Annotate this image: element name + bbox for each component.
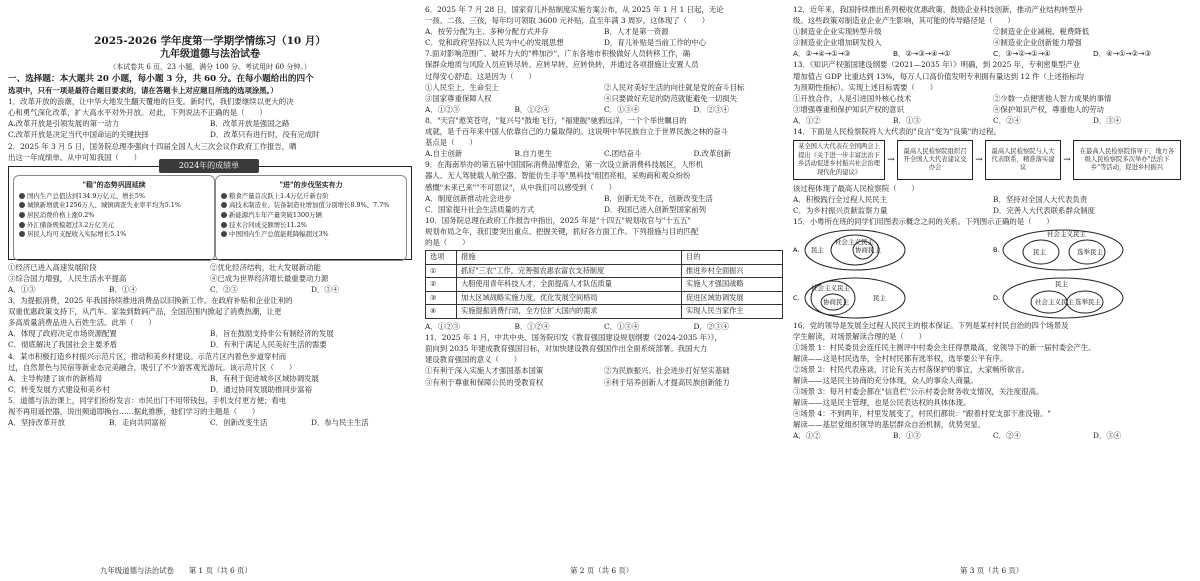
stat-line: 中国国内生产总值能耗降幅超过3% xyxy=(221,230,401,240)
section-heading: 一、选择题：本大题共 20 小题，每小题 3 分，共 60 分。在每小题给出的四个 xyxy=(8,74,314,85)
q16-line: 解读——这是村民选举，全村村民都有选举权，选举要公平有序。 xyxy=(793,353,1008,363)
option: D．②③④ xyxy=(693,322,729,332)
page-1-column xyxy=(8,4,412,428)
progress-panel xyxy=(215,175,407,261)
q13-text: 增加值占 GDP 比重达到 13%，每万人口高价值发明专利拥有量达到 12 件（上述指标均 xyxy=(793,71,1084,81)
page-footer: 第 3 页（共 6 页） xyxy=(960,566,1024,575)
option: C．③→②→①→④ xyxy=(993,49,1051,59)
option: B．②→③→④→① xyxy=(893,49,951,59)
table-header: 目的 xyxy=(682,251,783,265)
arrow-right-icon: → xyxy=(887,154,895,165)
q2-options xyxy=(8,284,412,295)
item: ①经济已进入高速发展阶段 xyxy=(8,262,97,272)
flow-step: 最高人民检察院组织召开全国人大代表建议交办会 xyxy=(897,140,973,180)
option: B．①③ xyxy=(893,115,921,125)
bullet-icon xyxy=(221,193,227,199)
option: C．②③ xyxy=(210,284,238,294)
option: A．积极践行全过程人民民主 xyxy=(793,195,888,205)
q2-text: 2．2025 年 3 月 5 日，国务院总理李强向十四届全国人大三次会议作政府工作报告，晒 xyxy=(8,141,297,151)
q3-text: 3．为提振消费，2025 年我国持续推进消费品以旧换新工作。在政府补贴和企业让利的 xyxy=(8,296,293,306)
table-cell: ③ xyxy=(426,291,457,305)
exam-title: 2025-2026 学年度第一学期学情练习（10 月） xyxy=(94,35,326,47)
option: B.自力更生 xyxy=(514,149,552,159)
venn-label: 民主 xyxy=(811,245,824,254)
stat-line: 高技术制造业、装备制造业增加值分别增长8.9%、7.7% xyxy=(221,201,401,211)
stat-line: 外汇储备规模超过3.2万亿美元 xyxy=(19,221,209,231)
q13-text: 13．《知识产权强国建设纲要（2021—2035 年）》明确，到 2025 年，专利密集型产业 xyxy=(793,60,1081,70)
q11-items xyxy=(425,365,783,387)
q13-text: 为预期性指标）。实现上述目标需要（ ） xyxy=(793,82,938,92)
q6-options xyxy=(425,26,783,48)
venn-diagram-set xyxy=(793,228,1193,320)
page-footer: 九年级道德与法治试卷 第 1 页（共 6 页） xyxy=(100,566,252,575)
option: D．育儿补贴是当前工作的中心 xyxy=(604,38,707,48)
exam-subtitle: 九年级道德与法治试卷 xyxy=(160,49,260,60)
q8-text: 8．"天宫"遨笑苍穹，"复兴号"鼓地飞行，"福建舰"驰鸦远洋，一个个举世瞩目的 xyxy=(425,115,687,125)
table-cell: 抓好"三农"工作，完善强农惠农富农支持制度 xyxy=(457,264,682,278)
option: B．①④ xyxy=(109,284,137,294)
option: A.改革开放是引领发展的第一动力 xyxy=(8,119,120,129)
option: B．走向共同富裕 xyxy=(109,418,167,428)
flow-step: 在最高人民检察院指导下，地方各级人民检察院多次举办"法治下乡"等活动，促进乡村振兴 xyxy=(1073,140,1181,180)
stable-heading: "稳"的态势巩固延续 xyxy=(82,179,146,189)
option: A．①②③ xyxy=(425,322,460,332)
item: ②优化经济结构，壮大发展新动能 xyxy=(210,262,321,272)
achievement-title: 2024年的成绩单 xyxy=(159,159,259,173)
q7-text: 保群众地质与风险人员应转尽转、应转早转、应转快转，并通过各项措施让安置人员 xyxy=(425,60,699,70)
q10-text: 10．国务院总理在政府工作报告中指出，2025 年是"十四五"规划收官与"十五五" xyxy=(425,215,691,225)
q7-text: 过得安心舒适。这是因为（ ） xyxy=(425,71,536,81)
item: ①人民至上、生命至上 xyxy=(425,82,499,92)
option: D．③④ xyxy=(311,284,340,294)
venn-label: 选举民主 xyxy=(1075,297,1101,306)
table-cell: ④ xyxy=(426,305,457,319)
achievement-panel xyxy=(8,160,412,260)
q8-text: 基点是（ ） xyxy=(425,138,477,148)
q13-items xyxy=(793,93,1193,115)
item: ①开放合作，人是引进国外核心技术 xyxy=(793,93,912,103)
q8-text: 成就，是千百年来中国人依靠自己的力量取得的。这说明中华民族自立于世界民族之林的奋斗 xyxy=(425,127,729,137)
venn-label: 社会主义民主 xyxy=(835,237,874,246)
item: ③增强尊重和保护知识产权的意识 xyxy=(793,104,904,114)
progress-heading: "进"的步伐坚实有力 xyxy=(279,179,343,189)
stat-line: 居民消费价格上涨0.2% xyxy=(19,211,209,221)
stat-line: 国内生产总值达到134.9万亿元、增长5% xyxy=(19,192,209,202)
flow-step: 某全国人大代表在全国两会上提出《关于进一步丰富法治下乡活动促进乡村振兴社会治理现代化的建议》 xyxy=(793,140,885,180)
option: D．③④ xyxy=(1093,431,1122,441)
q12-text: 12．近年来，我国持续推出系列税收优惠政策，鼓励企业科技创新，推动产业结构转型升 xyxy=(793,5,1084,14)
arrow-right-icon: → xyxy=(975,154,983,165)
option: D．参与民主生活 xyxy=(311,418,369,428)
section-heading-2: 选项中，只有一项是最符合题目要求的，请在答题卡上对应题目所选的选项涂黑。） xyxy=(8,86,278,96)
venn-label: 社会主义民主 xyxy=(1047,229,1086,238)
item: ③综合国力增强，人民生活水平提高 xyxy=(8,273,127,283)
option: B．人才是第一资源 xyxy=(604,27,669,37)
q13-options xyxy=(793,115,1193,126)
stat-line: 新能源汽车年产量突破1300万辆 xyxy=(221,211,401,221)
q7-items xyxy=(425,82,783,104)
exam-note: （本试卷共 6 页，23 小题，满分 100 分。考试用时 60 分钟。） xyxy=(109,63,311,71)
venn-label: 民主 xyxy=(1055,279,1068,288)
q7-text: 7.面对影响范围广、破坏力大的"桦加沙"，广东各地市积极做好人员转移工作，确 xyxy=(425,49,691,59)
option: D．改革只有进行时，没有完成时 xyxy=(210,130,320,140)
q9-text: 9．在海南举办的第五届中国国际消费品博览会，第一次设立新消费科技展区，人形机 xyxy=(425,160,704,170)
q16-line: ①场景 1：村民委员会连任民主测评中村委会主任得票最高，党领导下的新一届村委会产生。 xyxy=(793,342,1096,352)
venn-label: 协商民主 xyxy=(855,245,881,254)
venn-label: 民主 xyxy=(1033,247,1046,256)
table-cell: 实现人民当家作主 xyxy=(682,305,783,319)
bullet-icon xyxy=(19,212,25,218)
bullet-icon xyxy=(221,212,227,218)
bullet-icon xyxy=(19,193,25,199)
q14-text: 14．下面是人民检察院将人大代表的"良言"变为"良策"的过程。 xyxy=(793,127,1001,137)
item: ①有利于深入实施人才强国基本国策 xyxy=(425,366,544,376)
item: ③制造业企业增加研发投入 xyxy=(793,38,882,48)
option: B．有利于促进城乡区域协调发展 xyxy=(210,373,319,383)
table-row xyxy=(426,278,783,292)
q16-line: 解读——这是民主协商的充分体现，众人的事众人商量。 xyxy=(793,375,978,385)
q3-text: 多高质量消费品进入百姓生活。此举（ ） xyxy=(8,318,156,328)
stat-line: 技术合同成交额增长11.2% xyxy=(221,221,401,231)
option: D.改革创新 xyxy=(693,149,732,159)
bullet-icon xyxy=(19,202,25,208)
q16-line: ③场景 3：每月村委会都在"信息栏"公示村委会财务收支情况，关注度很高。 xyxy=(793,387,1044,397)
bullet-icon xyxy=(19,231,25,237)
item: ②少数一点便害他人智力成果的事情 xyxy=(993,93,1112,103)
option: B．坚持对全国人大代表负责 xyxy=(993,195,1088,205)
q10-text: 规划布局之年，我们要突出重点、把握关键，抓好各方面工作。下列措施与目的匹配 xyxy=(425,226,699,236)
option: A．①② xyxy=(793,115,821,125)
option: B．①②④ xyxy=(514,322,550,332)
bullet-icon xyxy=(221,231,227,237)
option: D．有利于满足人民美好生活的需要 xyxy=(210,340,327,350)
q16-line: 解读——基层党组织领导的基层群众自治机制，优势突显。 xyxy=(793,420,986,430)
table-cell: 实施人才强国战略 xyxy=(682,278,783,292)
venn-label: 社会主义民主 xyxy=(1035,297,1074,306)
stat-line: 居民人均可支配收入实际增长5.1% xyxy=(19,230,209,240)
q14-options xyxy=(793,194,1193,216)
q9-text: 器人、无人驾驶载人航空器、智能仿生手等"黑科技"组团亮相，采购商和观众纷纷 xyxy=(425,171,691,181)
q11-text: 建设教育强国的意义（ ） xyxy=(425,355,522,365)
stable-panel xyxy=(13,175,215,261)
option: A．①②③ xyxy=(425,104,460,114)
option: C．彻底解决了我国社会主要矛盾 xyxy=(8,340,118,350)
item: ②制造业企业减税、税费降低 xyxy=(993,27,1090,37)
q11-text: 面向到 2035 年建成教育强国目标，对加快建设教育强国作出全面系统部署。我国大力 xyxy=(425,344,708,354)
q5-text: 5．道德与法治课上，同学们纷纷发言：市民出门不用带钱包，手机支付更方便；看电 xyxy=(8,395,287,405)
q7-options xyxy=(425,104,783,115)
option: C．②④ xyxy=(993,115,1021,125)
option: C．创新改变生活 xyxy=(210,418,268,428)
page-footer: 第 2 页（共 6 页） xyxy=(570,566,634,575)
venn-label: 选举民主 xyxy=(1077,247,1103,256)
q16-text: 学生解读，对场景解读合理的是（ ） xyxy=(793,331,927,341)
option: B．创新无处不在，创新改变生活 xyxy=(604,193,713,203)
option: A.自主创新 xyxy=(425,149,463,159)
option: D．②③④ xyxy=(693,104,729,114)
q15-text: 15．小粤所在班的同学们用图表示概念之间的关系。下列图示正确的是（ ） xyxy=(793,217,1054,227)
q10-text: 的是（ ） xyxy=(425,237,470,247)
table-cell: ② xyxy=(426,278,457,292)
option: C．①③④ xyxy=(604,104,640,114)
stat-line: 城镇新增就业1256万人、城镇调查失业率平均为5.1% xyxy=(19,201,209,211)
q1-text: 1．改革开放的浪潮，让中华大地发生翻天覆地的巨变。新时代，我们要继续以更大的决 xyxy=(8,97,294,107)
flow-step: 最高人民检察院与人大代表联系，精准落实建议 xyxy=(985,140,1061,180)
item: ①制造业企业实现转型升级 xyxy=(793,27,882,37)
option: A．按劳分配为主、多种分配方式并存 xyxy=(425,27,549,37)
q4-text: 过，自然景色与民宿等新业态完美融合，吸引了不少游客观光游玩。该示范片区（ ） xyxy=(8,362,297,372)
option: C．为乡村振兴贡献监察力量 xyxy=(793,206,888,216)
venn-letter: A. xyxy=(793,245,800,254)
bullet-icon xyxy=(221,202,227,208)
table-cell: 推进乡村全面振兴 xyxy=(682,264,783,278)
option: C．①③④ xyxy=(604,322,640,332)
page-3-column xyxy=(793,4,1193,442)
q1-text: 心和勇气深化改革，扩大高水平对外开放。对此，下列说法不正确的是（ ） xyxy=(8,108,267,118)
option: C.团结奋斗 xyxy=(604,149,642,159)
arrow-right-icon: → xyxy=(1063,154,1071,165)
q10-options xyxy=(425,321,783,332)
q4-options xyxy=(8,373,412,395)
q16-line: ②场景 2：村民代表座谈，讨论有关古村落保护的事宜，大家畅所欲言。 xyxy=(793,364,1030,374)
option: B．①②④ xyxy=(514,104,550,114)
item: ④利于培养创新人才提高民族创新能力 xyxy=(604,377,730,387)
option: B．旨在鼓励支持非公有制经济的发展 xyxy=(210,329,334,339)
option: B．①③ xyxy=(893,431,921,441)
q6-text: 一孩、二孩、三孩，每年均可领取 3600 元补贴，直至年满 3 周岁。这体现了（ ） xyxy=(425,16,710,26)
table-row xyxy=(426,291,783,305)
item: ②为民族振兴、社会进步打好坚实基础 xyxy=(604,366,730,376)
q16-line: 解读——这是民主管理，也是公民表达权的具体体现。 xyxy=(793,398,971,408)
option: C.改革开放是决定当代中国命运的关键抉择 xyxy=(8,130,149,140)
q8-options xyxy=(425,148,783,159)
table-cell: 大胆使用青年科技人才，全面提高人才队伍质量 xyxy=(457,278,682,292)
q5-text: 视不再用遥控器，说出频道即换台……据此推断，他们学习的主题是（ ） xyxy=(8,406,260,416)
option: A．①② xyxy=(793,431,821,441)
q9-text: 感慨"未来已来""不可思议"，从中我们可以感受到（ ） xyxy=(425,182,616,192)
item: ④已成为世界经济增长最重要动力源 xyxy=(210,273,329,283)
venn-label: 民主 xyxy=(873,293,886,302)
venn-letter: C. xyxy=(793,293,800,302)
option: B．改革开放是强国之路 xyxy=(210,119,290,129)
option: A．①③ xyxy=(8,284,36,294)
q14-tail: 该过程体现了最高人民检察院（ ） xyxy=(793,184,919,194)
option: D．③④ xyxy=(1093,115,1122,125)
option: D．我国已进入创新型国家前列 xyxy=(604,204,707,214)
option: A．制度创新推动社会进步 xyxy=(425,193,512,203)
q16-options xyxy=(793,430,1193,441)
table-header-row xyxy=(426,251,783,265)
option: C．党和政府坚持以人民为中心的发展思想 xyxy=(425,38,564,48)
option: A．体现了政府决定市场资源配置 xyxy=(8,329,117,339)
table-cell: 促进区域协调发展 xyxy=(682,291,783,305)
venn-diagrams xyxy=(793,228,1193,320)
bullet-icon xyxy=(19,222,25,228)
item: ④制造业企业创新能力增强 xyxy=(993,38,1082,48)
item: ④保护知识产权，尊重他人的劳动 xyxy=(993,104,1104,114)
q2-text: 出这一年成绩单。从中可知我国（ ） xyxy=(8,152,142,162)
bullet-icon xyxy=(221,222,227,228)
q16-text: 16．党的领导是发展全过程人民民主的根本保证。下列是某村村民自治的四个场景及 xyxy=(793,320,1069,330)
table-header: 措施 xyxy=(457,251,682,265)
option: A．主导构建了该市的新格局 xyxy=(8,373,103,383)
q2-items xyxy=(8,262,412,284)
option: C．②④ xyxy=(993,431,1021,441)
measures-table xyxy=(425,250,783,319)
q1-options xyxy=(8,118,412,140)
table-row xyxy=(426,305,783,319)
table-cell: 实施提振消费行动，全方位扩大国内的需求 xyxy=(457,305,682,319)
table-row xyxy=(426,264,783,278)
table-cell: ① xyxy=(426,264,457,278)
q3-text: 双重优惠政策支持下，从汽车、家装到数码产品，全国范围内掀起了消费热潮，让更 xyxy=(8,307,282,317)
table-cell: 加大区域战略实施力度，优化发展空间格局 xyxy=(457,291,682,305)
page-2-column xyxy=(425,4,783,388)
option: D．通过协同发展助推同步富裕 xyxy=(210,384,313,394)
stat-line: 粮食产量首次跃上1.4万亿斤新台阶 xyxy=(221,192,401,202)
option: C．国家提升社会生活质量的方式 xyxy=(425,204,535,214)
q3-options xyxy=(8,328,412,350)
process-flow xyxy=(793,140,1193,180)
q16-line: ④场景 4：不到两年，村里发展变了，村民们都说："跟着村党支部干准没错。" xyxy=(793,409,1051,419)
item: ③有利于尊重和保障公民的受教育权 xyxy=(425,377,544,387)
option: D．完善人大代表联系群众制度 xyxy=(993,206,1096,216)
option: C．转变发展方式建设和美乡村 xyxy=(8,384,110,394)
q5-options xyxy=(8,417,412,428)
q12-options xyxy=(793,48,1193,59)
q11-text: 11．2025 年 1 月，中共中央、国务院印发《教育强国建设规划纲要（2024-2035 年）》， xyxy=(425,333,722,343)
option: D．④→①→②→③ xyxy=(1093,49,1152,59)
venn-letter: B. xyxy=(993,245,1000,254)
venn-letter: D. xyxy=(993,293,1001,302)
item: ④只要做好充足的防范就能避免一切损失 xyxy=(604,93,738,103)
item: ②人民对美好生活的向往就是党的奋斗目标 xyxy=(604,82,745,92)
q6-text: 6．2025 年 7 月 28 日，国家育儿补贴制度实施方案公布，从 2025 年 1 月 1 日起，无论 xyxy=(425,5,724,14)
q12-items xyxy=(793,26,1193,48)
venn-label: 协商民主 xyxy=(823,297,849,306)
option: A．②→④→①→③ xyxy=(793,49,851,59)
q12-text: 级。这些政策对制造业企业产生影响，其可能的传导路径是（ ） xyxy=(793,16,1015,26)
q9-options xyxy=(425,193,783,215)
item: ③国家尊重保障人权 xyxy=(425,93,492,103)
q4-text: 4．某市积极打造乡村振兴示范片区，推动和美乡村建设。示范片区内着色步道穿村而 xyxy=(8,351,287,361)
venn-label: 社会主义民主 xyxy=(811,283,850,292)
option: A．坚持改革开放 xyxy=(8,418,66,428)
table-header: 选项 xyxy=(426,251,457,265)
